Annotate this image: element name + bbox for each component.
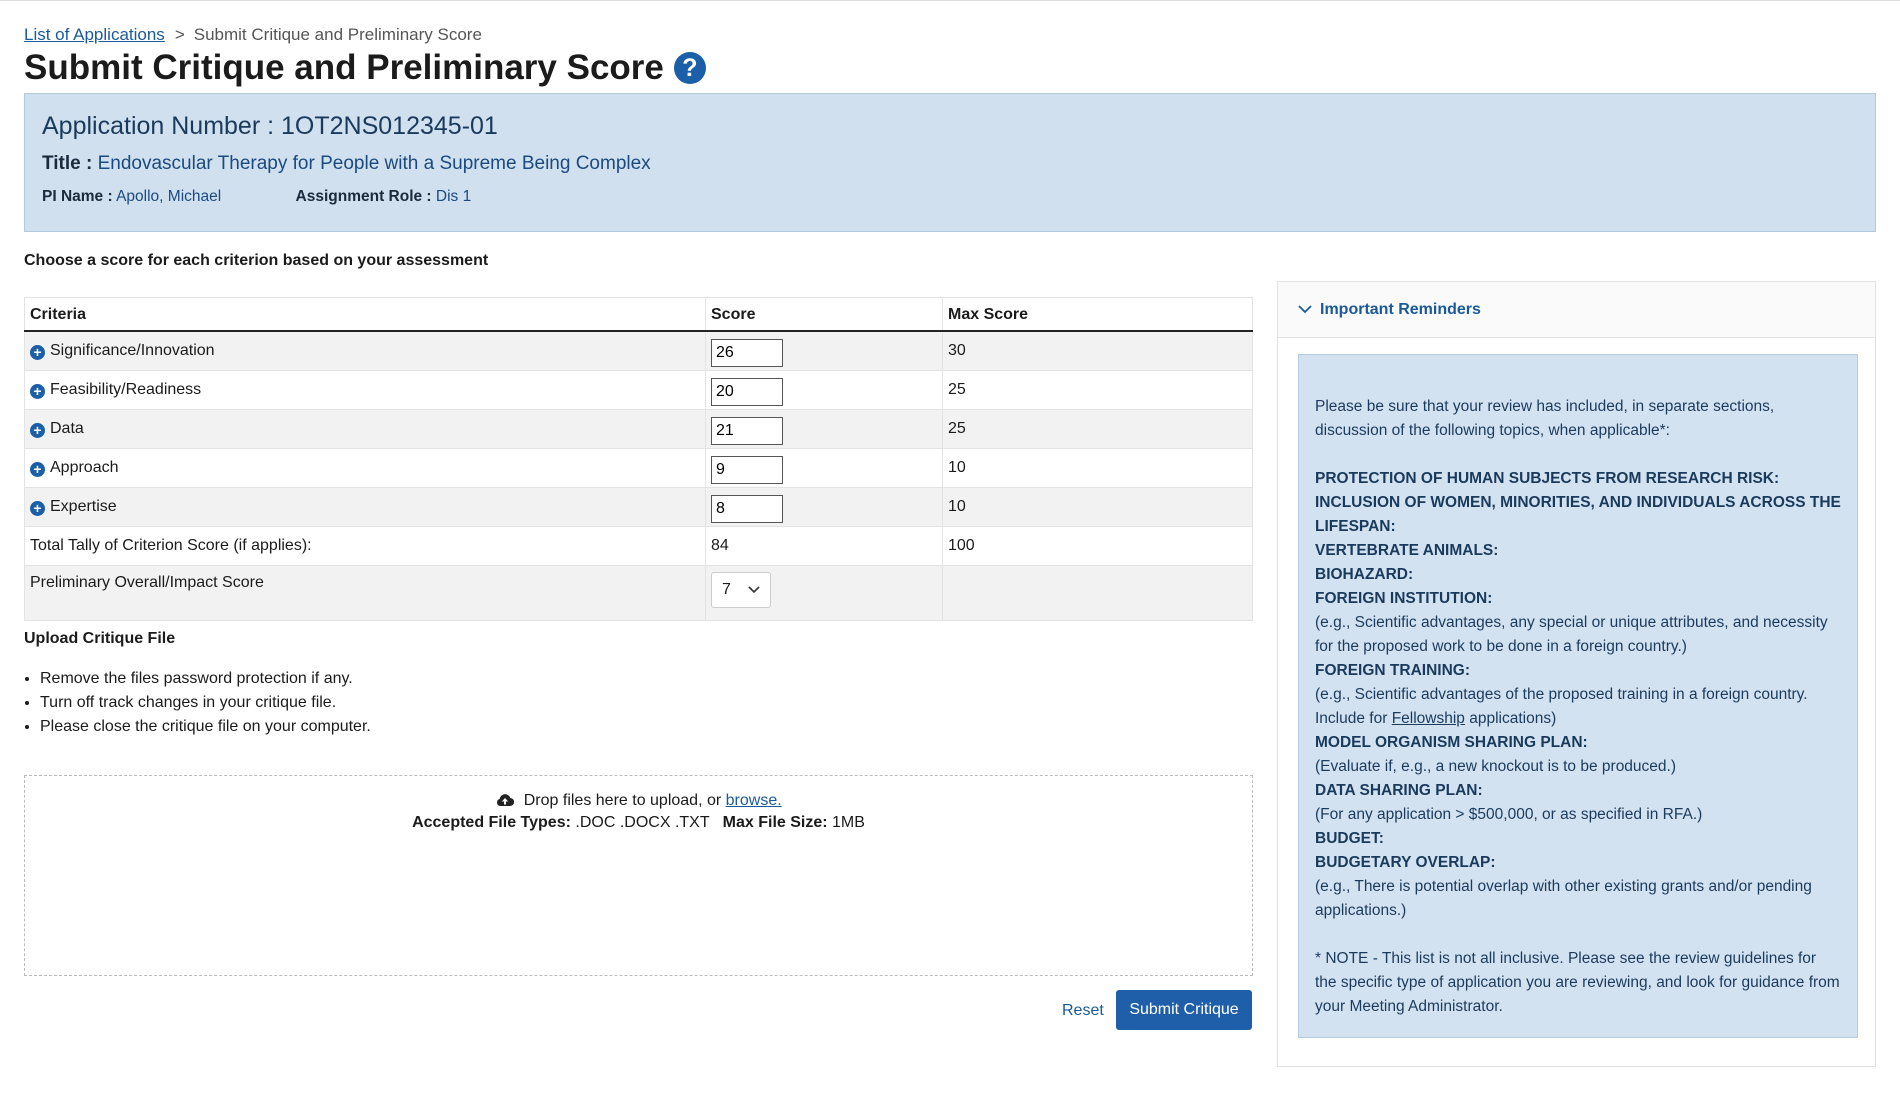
max-score-cell: 10 — [943, 488, 1253, 527]
reminder-biohazard: BIOHAZARD: — [1315, 566, 1414, 583]
breadcrumb-current: Submit Critique and Preliminary Score — [193, 25, 482, 44]
reminder-foreign-institution: FOREIGN INSTITUTION: — [1315, 590, 1493, 607]
score-input-approach[interactable] — [711, 456, 783, 484]
preliminary-score-select[interactable] — [711, 572, 771, 608]
page-title: Submit Critique and Preliminary Score — [24, 48, 664, 87]
criterion-cell — [25, 488, 706, 527]
assignment-role-label: Assignment Role : — [295, 188, 432, 205]
reminder-data-sharing: DATA SHARING PLAN: — [1315, 782, 1483, 799]
fellowship-link[interactable]: Fellowship — [1391, 710, 1465, 727]
file-types-value: .DOC .DOCX .TXT — [575, 814, 710, 831]
reminder-human-subjects: PROTECTION OF HUMAN SUBJECTS FROM RESEARCH RISK: — [1315, 470, 1780, 487]
accepted-file-info — [25, 814, 1252, 832]
important-reminders-panel — [1277, 281, 1876, 1067]
table-header-row — [25, 298, 1253, 332]
reminder-model-organism-desc: (Evaluate if, e.g., a new knockout is to be produced.) — [1315, 758, 1677, 775]
criteria-score-table — [24, 297, 1253, 621]
pi-name-value: Apollo, Michael — [116, 188, 222, 205]
preliminary-score-label: Preliminary Overall/Impact Score — [25, 566, 706, 621]
reminder-inclusion: INCLUSION OF WOMEN, MINORITIES, AND INDIVIDUALS ACROSS THE LIFESPAN: — [1315, 494, 1841, 535]
max-score-cell: 25 — [943, 410, 1253, 449]
score-input-significance[interactable] — [711, 339, 783, 367]
pi-name-label: PI Name : — [42, 188, 113, 205]
score-cell — [706, 449, 943, 488]
list-item: • Please close the critique file on your computer. — [40, 715, 371, 739]
score-cell — [706, 488, 943, 527]
application-meta — [42, 188, 471, 206]
criterion-cell — [25, 449, 706, 488]
upload-heading: Upload Critique File — [24, 630, 176, 647]
total-max-score: 100 — [943, 527, 1253, 566]
max-size-label: Max File Size: — [722, 814, 828, 831]
breadcrumb-link-list-of-applications[interactable]: List of Applications — [24, 25, 165, 44]
reminder-budget: BUDGET: — [1315, 830, 1384, 847]
table-row — [25, 488, 1253, 527]
criterion-cell — [25, 410, 706, 449]
reminders-note: * NOTE - This list is not all inclusive. Please see the review guidelines for the specific type of application you are reviewing, and look for guidance from your Meeting Administrator. — [1315, 950, 1840, 1015]
expand-plus-icon[interactable]: + — [30, 345, 45, 360]
file-dropzone[interactable] — [24, 775, 1253, 976]
chevron-down-icon — [1298, 305, 1312, 314]
reminder-budgetary-overlap-desc: (e.g., There is potential overlap with other existing grants and/or pending applications.) — [1315, 878, 1812, 919]
score-cell — [706, 371, 943, 410]
criterion-cell — [25, 371, 706, 410]
foreign-training-desc-end: applications) — [1469, 710, 1557, 727]
reminders-title: Important Reminders — [1320, 300, 1481, 318]
reminders-intro: Please be sure that your review has included, in separate sections, discussion of the following topics, when applicable*: — [1315, 398, 1775, 439]
criterion-label: Approach — [50, 459, 119, 476]
reminder-data-sharing-desc: (For any application > $500,000, or as specified in RFA.) — [1315, 806, 1703, 823]
reminder-foreign-training-desc — [1315, 683, 1841, 731]
total-row — [25, 527, 1253, 566]
criterion-label: Significance/Innovation — [50, 342, 215, 359]
score-instruction: Choose a score for each criterion based on your assessment — [24, 252, 489, 269]
upload-notes-list — [24, 667, 371, 739]
list-item: • Turn off track changes in your critique file. — [40, 691, 371, 715]
reminders-content — [1298, 354, 1858, 1038]
score-input-feasibility[interactable] — [711, 378, 783, 406]
application-title-label: Title : — [42, 153, 93, 174]
reminder-foreign-institution-desc: (e.g., Scientific advantages, any special or unique attributes, and necessity for the proposed work to be done in a foreign country.) — [1315, 614, 1828, 655]
max-score-cell: 25 — [943, 371, 1253, 410]
max-size-value: 1MB — [832, 814, 865, 831]
expand-plus-icon[interactable]: + — [30, 501, 45, 516]
page-title-row — [24, 48, 706, 88]
preliminary-score-row — [25, 566, 1253, 621]
dropzone-text — [25, 792, 1252, 810]
help-icon[interactable]: ? — [674, 52, 706, 84]
cloud-upload-icon — [495, 792, 515, 808]
chevron-down-icon — [748, 586, 760, 594]
criterion-label: Feasibility/Readiness — [50, 381, 202, 398]
application-info-panel — [24, 93, 1876, 232]
submit-critique-button[interactable]: Submit Critique — [1116, 990, 1252, 1030]
breadcrumb — [24, 25, 482, 45]
reminder-model-organism: MODEL ORGANISM SHARING PLAN: — [1315, 734, 1588, 751]
reminder-vertebrate: VERTEBRATE ANIMALS: — [1315, 542, 1499, 559]
header-score: Score — [706, 298, 943, 332]
header-criteria: Criteria — [25, 298, 706, 332]
table-row — [25, 449, 1253, 488]
criterion-cell — [25, 331, 706, 371]
reminders-header[interactable] — [1278, 282, 1875, 338]
application-number-label: Application Number : — [42, 112, 275, 140]
expand-plus-icon[interactable]: + — [30, 462, 45, 477]
score-cell — [706, 410, 943, 449]
expand-plus-icon[interactable]: + — [30, 423, 45, 438]
table-row — [25, 410, 1253, 449]
max-score-cell: 10 — [943, 449, 1253, 488]
foreign-training-desc-text: (e.g., Scientific advantages of the proposed training in a foreign country. Include for — [1315, 686, 1808, 727]
expand-plus-icon[interactable]: + — [30, 384, 45, 399]
preliminary-score-value: 7 — [722, 581, 731, 598]
application-title — [42, 153, 651, 175]
total-label: Total Tally of Criterion Score (if applies): — [25, 527, 706, 566]
criterion-label: Data — [50, 420, 84, 437]
application-title-value: Endovascular Therapy for People with a Supreme Being Complex — [97, 153, 651, 174]
breadcrumb-separator: > — [174, 25, 185, 44]
reminder-budgetary-overlap: BUDGETARY OVERLAP: — [1315, 854, 1496, 871]
file-types-label: Accepted File Types: — [412, 814, 571, 831]
score-input-data[interactable] — [711, 417, 783, 445]
table-row — [25, 371, 1253, 410]
assignment-role-value: Dis 1 — [435, 188, 472, 205]
list-item: • Remove the files password protection if any. — [40, 667, 371, 691]
preliminary-score-cell — [706, 566, 943, 621]
top-border — [0, 0, 1900, 1]
score-input-expertise[interactable] — [711, 495, 783, 523]
header-max-score: Max Score — [943, 298, 1253, 332]
preliminary-empty-cell — [943, 566, 1253, 621]
table-row — [25, 331, 1253, 371]
spacer — [1315, 443, 1841, 467]
spacer — [1315, 923, 1841, 947]
criterion-label: Expertise — [50, 498, 117, 515]
drop-instruction: Drop files here to upload, or — [523, 792, 722, 809]
application-number — [42, 112, 498, 141]
application-number-value: 1OT2NS012345-01 — [281, 112, 498, 140]
browse-link[interactable]: browse. — [725, 792, 782, 809]
reset-button[interactable]: Reset — [1062, 1002, 1104, 1019]
total-score: 84 — [706, 527, 943, 566]
reminder-foreign-training: FOREIGN TRAINING: — [1315, 662, 1470, 679]
score-cell — [706, 331, 943, 371]
max-score-cell: 30 — [943, 331, 1253, 371]
